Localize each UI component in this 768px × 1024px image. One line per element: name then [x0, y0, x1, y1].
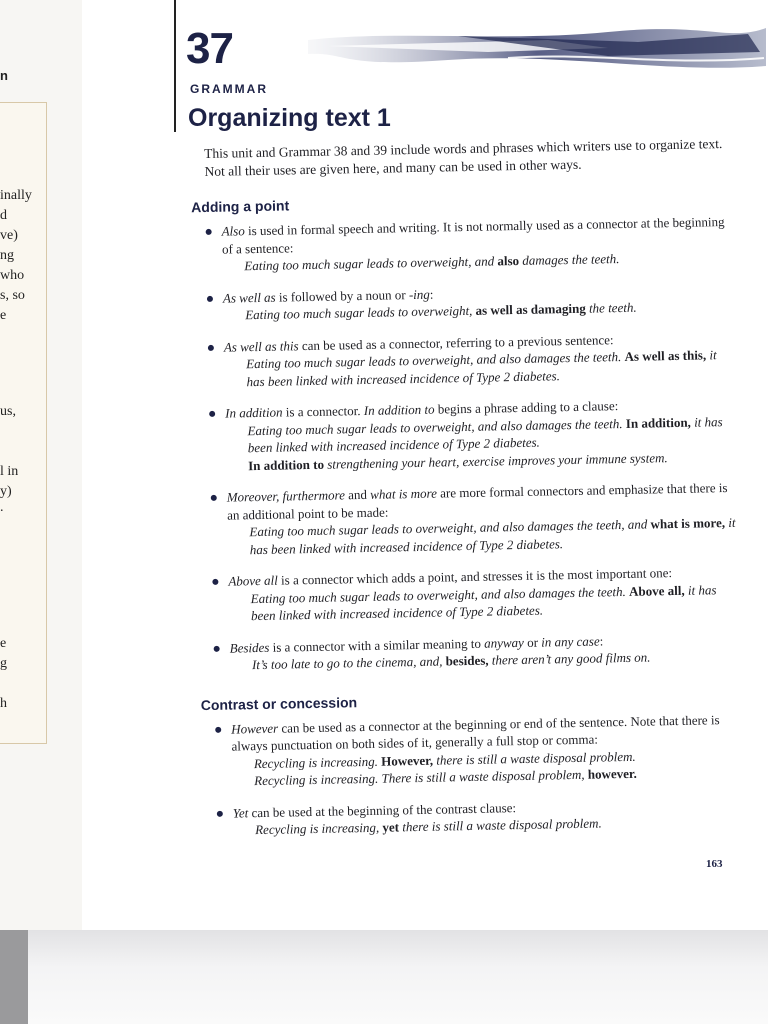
bullet-item	[215, 710, 741, 790]
example-text: Recycling is increasing. There is still a waste disposal problem,	[254, 766, 588, 789]
example-text: Eating too much sugar leads to overweight, and also damages the teeth.	[250, 583, 630, 606]
term: Also	[221, 223, 245, 239]
example-keyword: also	[497, 252, 520, 269]
left-fragment: who	[0, 268, 25, 283]
unit-label: GRAMMAR	[190, 82, 268, 96]
term: As well as	[222, 289, 276, 306]
term: Besides	[229, 639, 270, 656]
page-title: Organizing text 1	[188, 104, 391, 132]
bullet-icon	[212, 579, 218, 585]
explanation: can be used as a connector at the beginning or end of the sentence. Note that there is always punctuation on both sides of it, generally a full stop or comma:	[231, 711, 720, 754]
bullet-icon	[206, 229, 212, 235]
bullet-icon	[208, 344, 214, 350]
example-text: the teeth.	[585, 299, 637, 316]
book-edge	[0, 925, 28, 1024]
term: Above all	[228, 572, 278, 589]
explanation: is used in formal speech and writing. It is not normally used as a connector at the beginning of a sentence:	[221, 214, 725, 257]
left-fragment: us,	[0, 404, 16, 419]
bullet-item	[211, 479, 737, 559]
bullet-icon	[215, 726, 221, 732]
explanation: or	[523, 634, 542, 650]
left-fragment: e	[0, 308, 7, 323]
bullet-item	[212, 563, 738, 626]
decorative-banner	[308, 22, 766, 82]
example-text: it has been linked with increased incidence of Type 2 diabetes.	[250, 581, 717, 624]
bullet-item	[208, 328, 734, 391]
term: In addition	[225, 404, 283, 421]
example-keyword: as well as damaging	[475, 300, 586, 318]
example-text: it has been linked with increased incidence of Type 2 diabetes.	[246, 347, 717, 389]
term: in any case	[541, 632, 600, 650]
bullet-item	[205, 213, 731, 276]
example-text: Recycling is increasing,	[255, 819, 383, 838]
left-fragment: h	[0, 696, 7, 711]
example-text: there is still a waste disposal problem.	[432, 748, 636, 768]
left-page	[0, 0, 82, 930]
example-keyword: However,	[381, 752, 434, 769]
bullet-icon	[207, 295, 213, 301]
bullet-icon	[211, 495, 217, 501]
bullet-icon	[217, 810, 223, 816]
left-fragment: l in	[0, 464, 19, 479]
left-fragment: s, so	[0, 288, 25, 303]
table-background	[0, 930, 768, 1024]
term: -ing	[408, 286, 430, 302]
right-page	[96, 0, 768, 930]
example-text: Eating too much sugar leads to overweight, and	[244, 253, 498, 274]
explanation: is a connector.	[282, 402, 364, 420]
header-rule	[174, 0, 176, 132]
example-text: there is still a waste disposal problem.	[398, 815, 602, 835]
bullet-icon	[214, 645, 220, 651]
example-text: there aren’t any good films on.	[488, 649, 651, 668]
explanation: can be used at the beginning of the contrast clause:	[248, 799, 517, 820]
explanation: is followed by a noun or	[275, 286, 410, 305]
example-keyword: In addition to	[248, 456, 325, 473]
left-fragment: ng	[0, 248, 14, 263]
example-keyword: yet	[382, 819, 400, 835]
page-number: 163	[706, 858, 723, 870]
explanation: begins a phrase adding to a clause:	[434, 398, 619, 417]
explanation: are more formal connectors and emphasize that there is an additional point to be made:	[226, 480, 728, 523]
section-heading: Contrast or concession	[200, 693, 358, 713]
left-fragment: y)	[0, 484, 12, 499]
left-fragment: g	[0, 656, 7, 671]
example-keyword: what is more,	[650, 515, 726, 532]
intro-paragraph: This unit and Grammar 38 and 39 include words and phrases which writers use to organize text. Not all their uses are given here, and many can be used in other ways.	[204, 136, 723, 179]
term: However	[231, 720, 279, 737]
left-fragment: inally	[0, 188, 32, 203]
bullet-item	[217, 794, 743, 839]
term: Moreover, furthermore	[226, 487, 346, 505]
bullet-item	[207, 279, 733, 324]
bullet-icon	[209, 411, 215, 417]
example-keyword: Above all,	[628, 582, 685, 599]
example-keyword: In addition,	[625, 414, 691, 431]
left-fragment: e	[0, 636, 7, 651]
explanation: :	[429, 286, 434, 302]
term: Yet	[232, 804, 249, 821]
example-text: Eating too much sugar leads to overweight, and also damages the teeth.	[247, 415, 626, 438]
example-text: Eating too much sugar leads to overweight, and also damages the teeth.	[246, 348, 625, 372]
explanation: and	[344, 486, 371, 503]
bullet-item	[213, 629, 739, 674]
example-text: it has been linked with increased incidence of Type 2 diabetes.	[249, 514, 736, 557]
unit-number: 37	[186, 24, 233, 73]
term: In addition to	[363, 401, 435, 418]
example-keyword: however.	[587, 765, 637, 782]
term: anyway	[483, 634, 524, 651]
example-text: Recycling is increasing.	[253, 753, 382, 771]
left-fragment: d	[0, 208, 7, 223]
explanation: :	[599, 632, 604, 648]
explanation: is a connector with a similar meaning to	[269, 635, 485, 655]
example-text: Eating too much sugar leads to overweight,	[245, 302, 476, 323]
section-heading: Adding a point	[191, 197, 290, 216]
term: what is more	[370, 485, 438, 502]
example-keyword: As well as this,	[624, 347, 707, 364]
example-text: Eating too much sugar leads to overweight, and also damages the teeth, and	[249, 516, 651, 540]
example-text: It’s too late to go to the cinema, and,	[251, 653, 446, 673]
left-fragment: .	[0, 500, 4, 515]
bullet-item	[209, 395, 735, 475]
example-text: strengthening your heart, exercise improves your immune system.	[323, 449, 668, 472]
content-body	[191, 135, 743, 853]
example-text: damages the teeth.	[518, 251, 620, 268]
example-text: it has been linked with increased incidence of Type 2 diabetes.	[247, 413, 723, 456]
left-fragment: ve)	[0, 228, 18, 243]
term: As well as this	[223, 337, 299, 355]
example-keyword: besides,	[445, 652, 489, 669]
left-fragment: n	[0, 68, 8, 83]
explanation: can be used as a connector, referring to a previous sentence:	[298, 331, 614, 353]
explanation: is a connector which adds a point, and stresses it is the most important one:	[277, 565, 673, 588]
